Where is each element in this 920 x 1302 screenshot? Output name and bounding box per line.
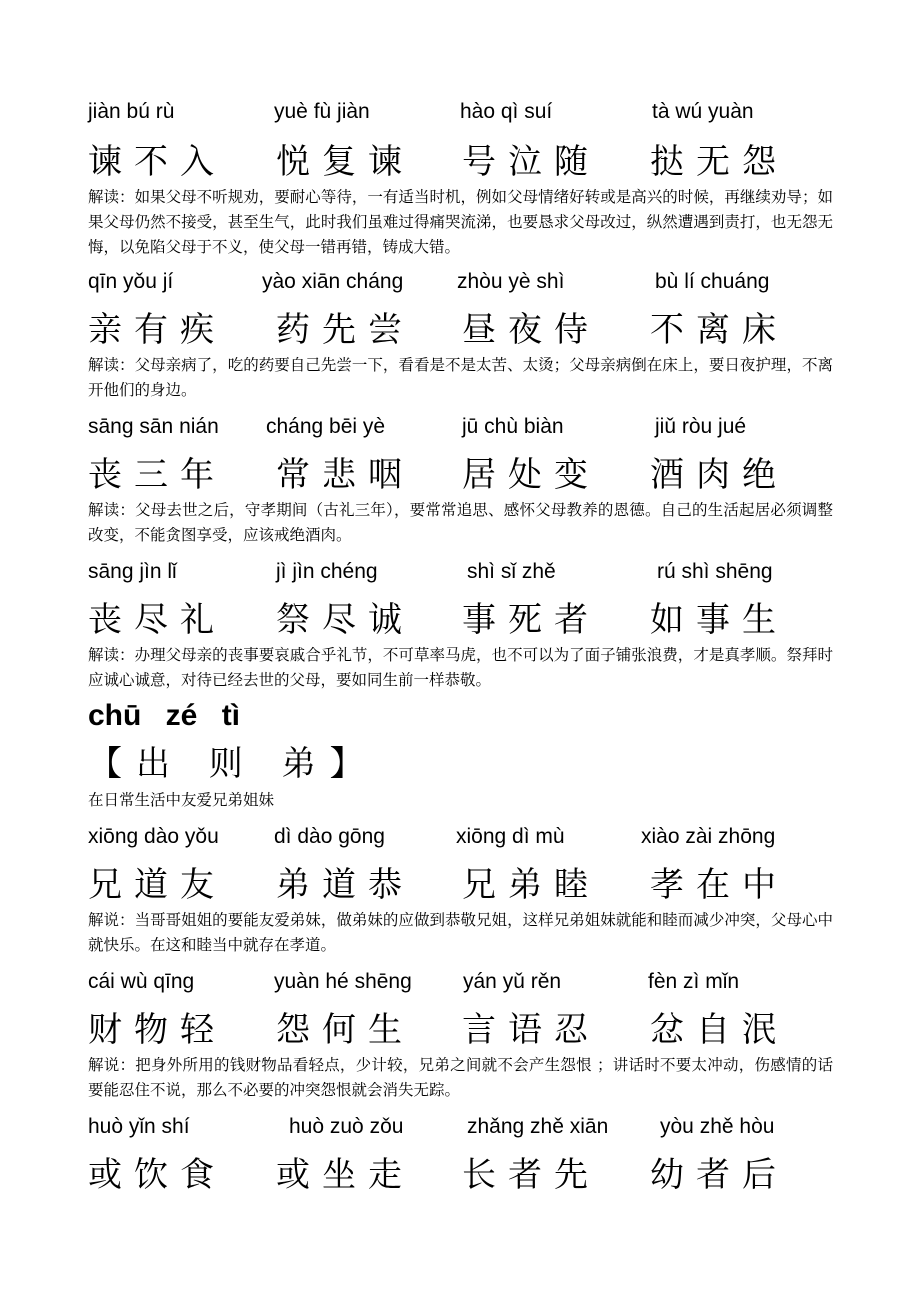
pinyin-phrase: xiōng dì mù [456, 825, 565, 848]
pinyin-line [0, 968, 920, 1008]
pinyin-phrase: xiào zài zhōng [641, 825, 776, 848]
hanzi-line [0, 310, 920, 350]
hanzi-phrase: 祭尽诚 [276, 600, 414, 640]
pinyin-line [0, 558, 920, 598]
pinyin-phrase: hào qì suí [460, 100, 553, 123]
pinyin-line [0, 98, 920, 138]
explanation-text: 解读：父母去世之后，守孝期间（古礼三年），要常常追思、感怀父母教养的恩德。自己的生活起居必须调整改变，不能贪图享受，应该戒绝酒肉。 [88, 501, 833, 544]
hanzi-phrase: 居处变 [462, 455, 600, 495]
pinyin-phrase: yuè fù jiàn [274, 100, 370, 123]
pinyin-phrase: yòu zhě hòu [660, 1115, 775, 1138]
hanzi-phrase: 怨何生 [276, 1010, 414, 1050]
pinyin-phrase: jiǔ ròu jué [655, 415, 747, 438]
hanzi-phrase: 丧尽礼 [88, 600, 226, 640]
pinyin-line [0, 823, 920, 863]
hanzi-phrase: 如事生 [650, 600, 788, 640]
pinyin-phrase: yào xiān cháng [262, 270, 404, 293]
pinyin-phrase: huò yǐn shí [88, 1115, 190, 1138]
hanzi-phrase: 孝在中 [650, 865, 788, 905]
hanzi-phrase: 亲有疾 [88, 310, 226, 350]
hanzi-phrase: 昼夜侍 [462, 310, 600, 350]
hanzi-phrase: 或坐走 [276, 1155, 414, 1195]
pinyin-phrase: rú shì shēng [657, 560, 773, 583]
hanzi-phrase: 丧三年 [88, 455, 226, 495]
explanation-text: 解说：把身外所用的钱财物品看轻点，少计较，兄弟之间就不会产生怨恨 ；讲话时不要太冲动，伤感情的话要能忍住不说，那么不必要的冲突怨恨就会消失无踪。 [88, 1056, 833, 1099]
hanzi-phrase: 幼者后 [650, 1155, 788, 1195]
hanzi-phrase: 常悲咽 [276, 455, 414, 495]
hanzi-phrase: 或饮食 [88, 1155, 226, 1195]
pinyin-phrase: sāng sān nián [88, 415, 219, 438]
pinyin-phrase: cái wù qīng [88, 970, 195, 993]
section-title: 【出 则 弟】 [88, 744, 378, 784]
pinyin-phrase: shì sǐ zhě [467, 560, 556, 583]
hanzi-phrase: 事死者 [462, 600, 600, 640]
explanation-text: 解读：办理父母亲的丧事要哀戚合乎礼节，不可草率马虎，也不可以为了面子铺张浪费，才是真孝顺。祭拜时应诚心诚意，对待已经去世的父母，要如同生前一样恭敬。 [88, 646, 833, 689]
hanzi-phrase: 言语忍 [462, 1010, 600, 1050]
hanzi-phrase: 长者先 [462, 1155, 600, 1195]
hanzi-phrase: 号泣随 [462, 142, 600, 182]
hanzi-phrase: 悦复谏 [276, 142, 414, 182]
pinyin-phrase: zhǎng zhě xiān [467, 1115, 609, 1138]
hanzi-phrase: 兄道友 [88, 865, 226, 905]
explanation-text: 解说：当哥哥姐姐的要能友爱弟妹，做弟妹的应做到恭敬兄姐，这样兄弟姐妹就能和睦而减少冲突，父母心中就快乐。在这和睦当中就存在孝道。 [88, 911, 833, 954]
pinyin-line [0, 413, 920, 453]
pinyin-phrase: zhòu yè shì [457, 270, 565, 293]
hanzi-phrase: 谏不入 [88, 142, 226, 182]
explanation-text: 解读：父母亲病了，吃的药要自己先尝一下，看看是不是太苦、太烫；父母亲病倒在床上，要日夜护理，不离开他们的身边。 [88, 356, 833, 399]
pinyin-phrase: jū chù biàn [462, 415, 564, 438]
hanzi-line [0, 1155, 920, 1195]
hanzi-phrase: 忿自泯 [650, 1010, 788, 1050]
pinyin-line [0, 268, 920, 308]
hanzi-phrase: 兄弟睦 [462, 865, 600, 905]
pinyin-phrase: jiàn bú rù [88, 100, 175, 123]
section-pinyin: chū zé tì [88, 699, 241, 732]
pinyin-phrase: fèn zì mǐn [648, 970, 740, 993]
hanzi-phrase: 不离床 [650, 310, 788, 350]
section-subtitle: 在日常生活中友爱兄弟姐妹 [88, 791, 275, 809]
pinyin-phrase: yuàn hé shēng [274, 970, 412, 993]
hanzi-line [0, 1010, 920, 1050]
pinyin-phrase: dì dào gōng [274, 825, 385, 848]
hanzi-line [0, 865, 920, 905]
hanzi-phrase: 财物轻 [88, 1010, 226, 1050]
pinyin-phrase: jì jìn chéng [276, 560, 378, 583]
pinyin-phrase: sāng jìn lǐ [88, 560, 177, 583]
pinyin-phrase: qīn yǒu jí [88, 270, 174, 293]
hanzi-phrase: 弟道恭 [276, 865, 414, 905]
hanzi-line [0, 600, 920, 640]
hanzi-phrase: 酒肉绝 [650, 455, 788, 495]
pinyin-phrase: xiōng dào yǒu [88, 825, 219, 848]
pinyin-phrase: huò zuò zǒu [289, 1115, 404, 1138]
pinyin-phrase: bù lí chuáng [655, 270, 770, 293]
explanation-text: 解读：如果父母不听规劝，要耐心等待，一有适当时机，例如父母情绪好转或是高兴的时候，再继续劝导；如果父母仍然不接受，甚至生气，此时我们虽难过得痛哭流涕，也要恳求父母改过，纵然遭遇到责打，也无怨无悔，以免陷父母于不义，使父母一错再错，铸成大错。 [88, 188, 833, 256]
hanzi-line [0, 142, 920, 182]
hanzi-line [0, 455, 920, 495]
pinyin-phrase: cháng bēi yè [266, 415, 386, 438]
hanzi-phrase: 挞无怨 [650, 142, 788, 182]
pinyin-phrase: yán yǔ rěn [463, 970, 562, 993]
pinyin-phrase: tà wú yuàn [652, 100, 754, 123]
pinyin-line [0, 1113, 920, 1153]
hanzi-phrase: 药先尝 [276, 310, 414, 350]
